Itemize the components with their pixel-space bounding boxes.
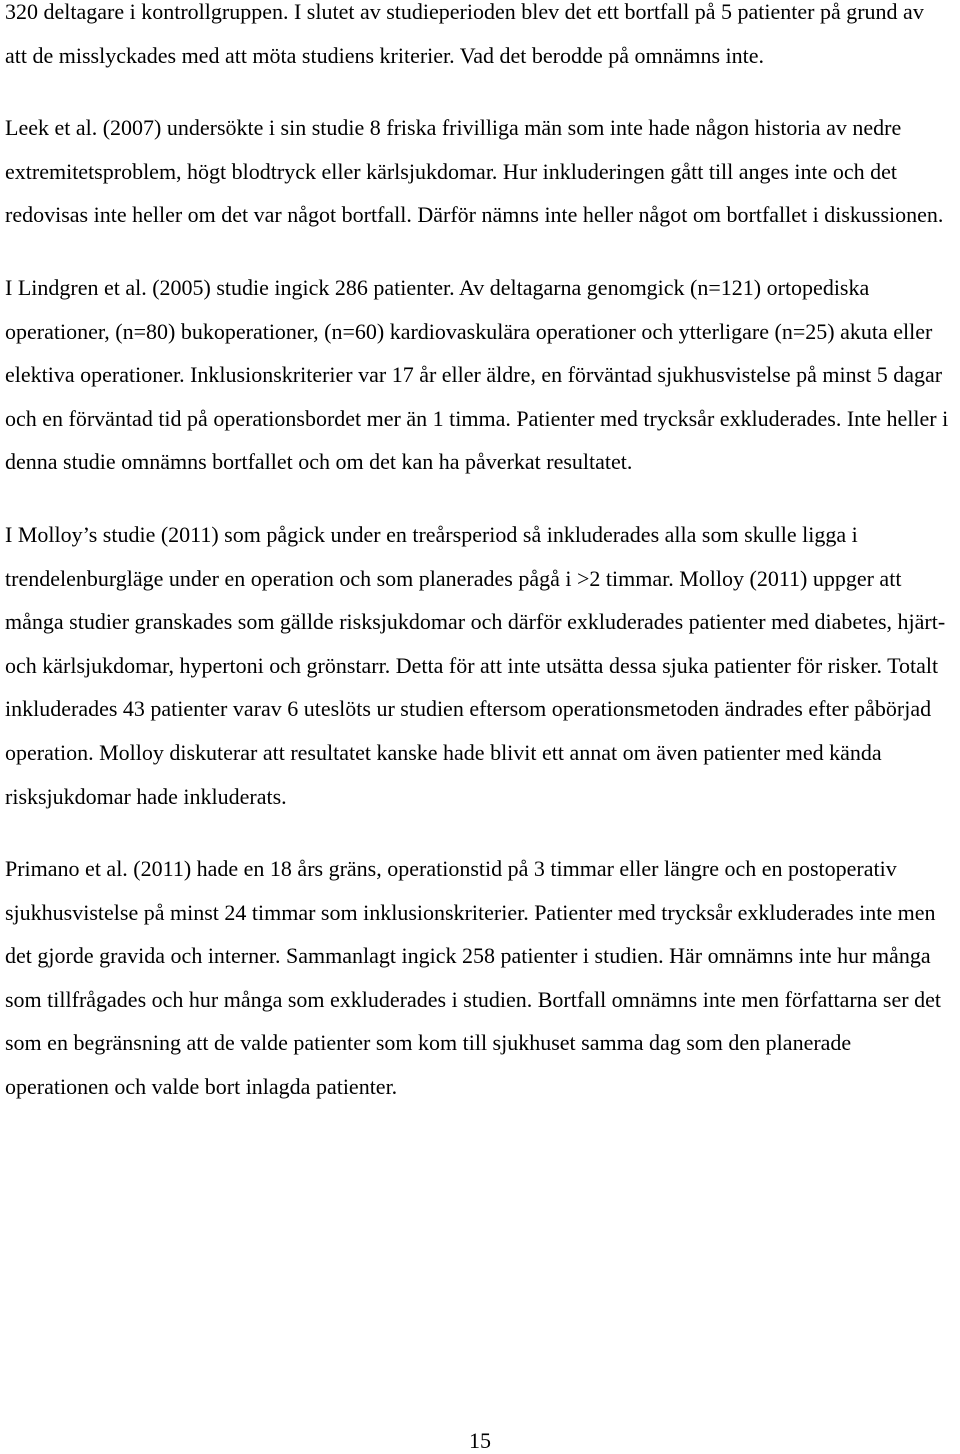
page-number: 15 (469, 1428, 491, 1453)
paragraph-primano-2011: Primano et al. (2011) hade en 18 års gräns, operationstid på 3 timmar eller längre och en postoperativ sjukhusvistelse på minst 24 timmar som inklusionskriterier. Patienter med trycksår exkluderades inte men det gjorde gravida och interner. Sammanlagt ingick 258 patienter i studien. Här omnämns inte hur många som tillfrågades och hur många som exkluderades i studien. Bortfall omnämns inte men författarna ser det som en begränsning att de valde patienter som kom till sjukhuset samma dag som den planerade operationen och valde bort inlagda patienter. (5, 856, 941, 1100)
paragraph-dropout-control-group: 320 deltagare i kontrollgruppen. I slutet av studieperioden blev det ett bortfall på 5 patienter på grund av att de misslyckades med att möta studiens kriterier. Vad det berodde på omnämns inte. (5, 0, 924, 68)
paragraph-lindgren-2005: I Lindgren et al. (2005) studie ingick 286 patienter. Av deltagarna genomgick (n=121) ortopediska operationer, (n=80) bukoperationer, (n=60) kardiovaskulära operationer och ytterligare (n=25) akuta eller elektiva operationer. Inklusionskriterier var 17 år eller äldre, en förväntad sjukhusvistelse på minst 5 dagar och en förväntad tid på operationsbordet mer än 1 timma. Patienter med trycksår exkluderades. Inte heller i denna studie omnämns bortfallet och om det kan ha påverkat resultatet. (5, 274, 949, 475)
body-text (5, 0, 950, 1138)
paragraph-leek-2007: Leek et al. (2007) undersökte i sin studie 8 friska frivilliga män som inte hade någon historia av nedre extremitetsproblem, högt blodtryck eller kärlsjukdomar. Hur inkluderingen gått till anges inte och det redovisas inte heller om det var något bortfall. Därför nämns inte heller något om bortfallet i diskussionen. (5, 115, 944, 228)
paragraph-molloy-2011: I Molloy’s studie (2011) som pågick under en treårsperiod så inkluderades alla som skulle ligga i trendelenburgläge under en operation och som planerades pågå i >2 timmar. Molloy (2011) uppger att många studier granskades som gällde risksjukdomar och därför exkluderades patienter med diabetes, hjärt- och kärlsjukdomar, hypertoni och grönstarr. Detta för att inte utsätta dessa sjuka patienter för risker. Totalt inkluderades 43 patienter varav 6 uteslöts ur studien eftersom operationsmetoden ändrades efter påbörjad operation. Molloy diskuterar att resultatet kanske hade blivit ett annat om även patienter med kända risksjukdomar hade inkluderats. (5, 521, 946, 809)
